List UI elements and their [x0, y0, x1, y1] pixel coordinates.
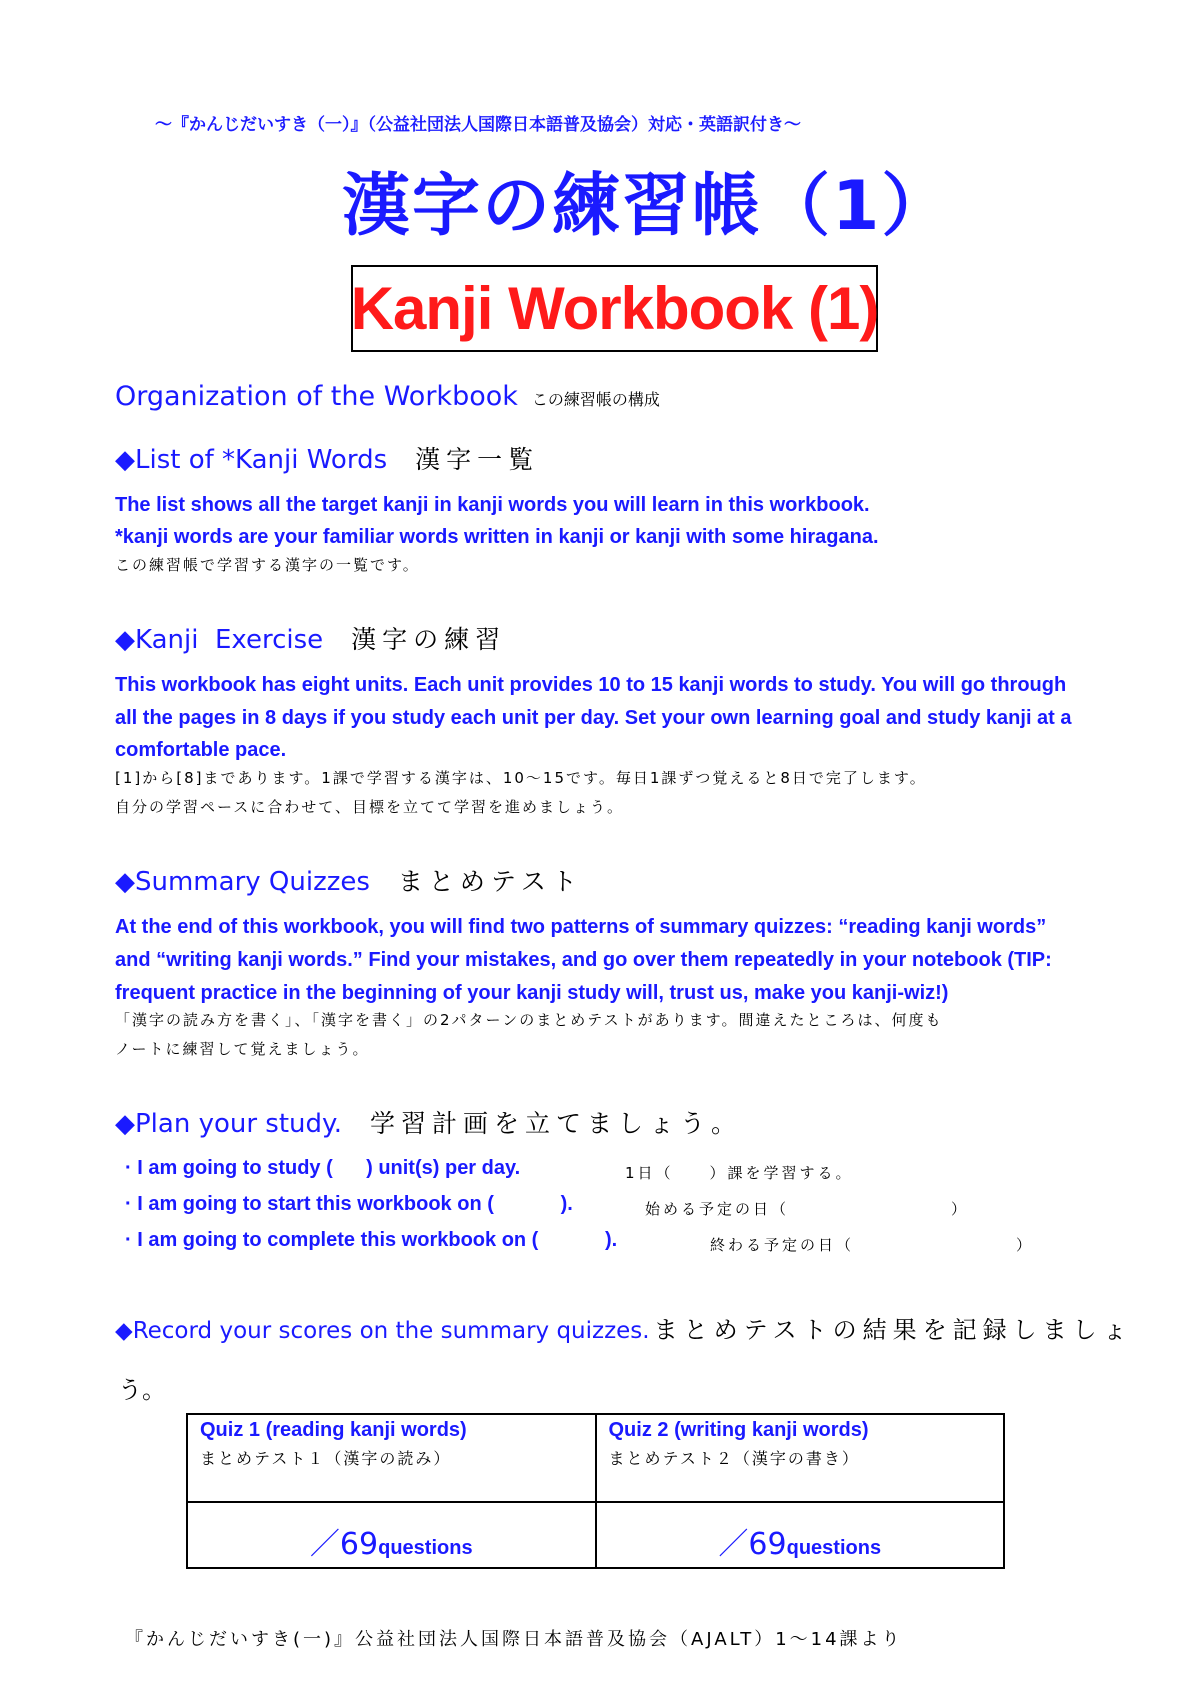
quiz1-header-cell — [187, 1414, 596, 1502]
quizzes-text-en-3: frequent practice in the beginning of your kanji study will, trust us, make you kanji-wiz!) — [115, 982, 949, 1004]
title-japanese: 漢字の練習帳（1） — [342, 167, 952, 246]
score-table-header-row — [187, 1414, 1004, 1502]
document-subtitle: ～『かんじだいすき（一）』（公益社団法人国際日本語普及協会）対応・英語訳付き～ — [155, 115, 801, 135]
section-heading-exercise — [115, 620, 506, 656]
list-text-en-2: *kanji words are your familiar words written in kanji or kanji with some hiragana. — [115, 526, 879, 548]
exercise-text-en-1: This workbook has eight units. Each unit provides 10 to 15 kanji words to study. You will go through — [115, 674, 1067, 696]
quizzes-text-en-1: At the end of this workbook, you will find two patterns of summary quizzes: “reading kanji words” — [115, 916, 1047, 938]
quiz1-title: Quiz 1 (reading kanji words) — [200, 1419, 467, 1441]
quiz2-total: ／69 — [718, 1527, 787, 1562]
quiz1-score-cell[interactable] — [187, 1502, 596, 1568]
quizzes-text-jp-1: 「漢字の読み方を書く」、「漢字を書く」の2パターンのまとめテストがあります。間違えたところは、何度も — [115, 1011, 943, 1029]
plan-line-3 — [125, 1229, 617, 1252]
section-heading-exercise-en: ◆Kanji Exercise — [115, 625, 324, 655]
section-heading-plan-en: ◆Plan your study. — [115, 1109, 342, 1139]
plan-line-1-jp: 1日（ ）課を学習する。 — [625, 1164, 854, 1182]
exercise-text-jp-2: 自分の学習ペースに合わせて、目標を立てて学習を進めましょう。 — [115, 798, 624, 816]
organization-label-jp: この練習帳の構成 — [531, 390, 660, 409]
section-heading-plan — [115, 1104, 742, 1140]
section-heading-record-jp-cont: う。 — [118, 1376, 166, 1404]
quiz1-total: ／69 — [309, 1527, 379, 1562]
list-text-en-1: The list shows all the target kanji in kanji words you will learn in this workbook. — [115, 494, 870, 516]
section-heading-list-en: ◆List of *Kanji Words — [115, 445, 388, 475]
title-english-box — [351, 265, 878, 352]
plan-line-1-en: · I am going to study ( ) unit(s) per day. — [125, 1157, 521, 1179]
title-english: Kanji Workbook (1) — [350, 275, 879, 342]
quiz2-title: Quiz 2 (writing kanji words) — [608, 1419, 869, 1441]
section-heading-exercise-jp: 漢字の練習 — [351, 625, 507, 654]
section-heading-quizzes-en: ◆Summary Quizzes — [115, 867, 370, 897]
quiz1-questions-label: questions — [378, 1537, 473, 1559]
exercise-text-en-2: all the pages in 8 days if you study each unit per day. Set your own learning goal and study kanji at a — [115, 707, 1072, 729]
section-heading-plan-jp: 学習計画を立てましょう。 — [369, 1109, 742, 1138]
section-heading-quizzes-jp: まとめテスト — [397, 867, 583, 896]
quiz1-subtitle: まとめテスト１（漢字の読み） — [200, 1449, 452, 1468]
exercise-text-en-3: comfortable pace. — [115, 739, 287, 761]
plan-line-1 — [125, 1157, 520, 1180]
section-heading-list-jp: 漢字一覧 — [415, 445, 540, 474]
plan-line-2 — [125, 1193, 573, 1216]
quizzes-text-jp-2: ノートに練習して覚えましょう。 — [115, 1040, 370, 1058]
organization-heading — [115, 381, 660, 412]
section-heading-record-en: ◆Record your scores on the summary quizzes. — [115, 1318, 650, 1344]
quiz2-subtitle: まとめテスト２（漢字の書き） — [608, 1449, 860, 1468]
section-heading-record — [115, 1310, 1133, 1345]
quiz2-questions-label: questions — [786, 1537, 882, 1559]
plan-line-2-jp: 始める予定の日（ ） — [645, 1200, 970, 1218]
plan-line-3-jp: 終わる予定の日（ ） — [710, 1236, 1035, 1254]
section-heading-record-jp: まとめテストの結果を記録しましょ — [653, 1316, 1133, 1344]
quiz2-score-cell[interactable] — [596, 1502, 1005, 1568]
exercise-text-jp-1: [1]から[8]まであります。1課で学習する漢字は、10～15です。毎日1課ずつ覚えると8日で完了します。 — [115, 769, 927, 787]
score-table-value-row — [187, 1502, 1004, 1568]
section-heading-quizzes — [115, 862, 583, 898]
quizzes-text-en-2: and “writing kanji words.” Find your mistakes, and go over them repeatedly in your notebook (TIP: — [115, 949, 1052, 971]
list-text-jp-1: この練習帳で学習する漢字の一覧です。 — [115, 556, 420, 574]
section-heading-list — [115, 440, 539, 476]
quiz2-header-cell — [596, 1414, 1005, 1502]
score-table — [186, 1413, 1005, 1569]
plan-line-3-en: · I am going to complete this workbook on ( ). — [125, 1229, 618, 1251]
organization-label-en: Organization of the Workbook — [115, 381, 518, 412]
footer-source: 『かんじだいすき(一)』公益社団法人国際日本語普及協会（AJALT）1～14課より — [125, 1629, 903, 1650]
plan-line-2-en: · I am going to start this workbook on ( ). — [125, 1193, 573, 1215]
